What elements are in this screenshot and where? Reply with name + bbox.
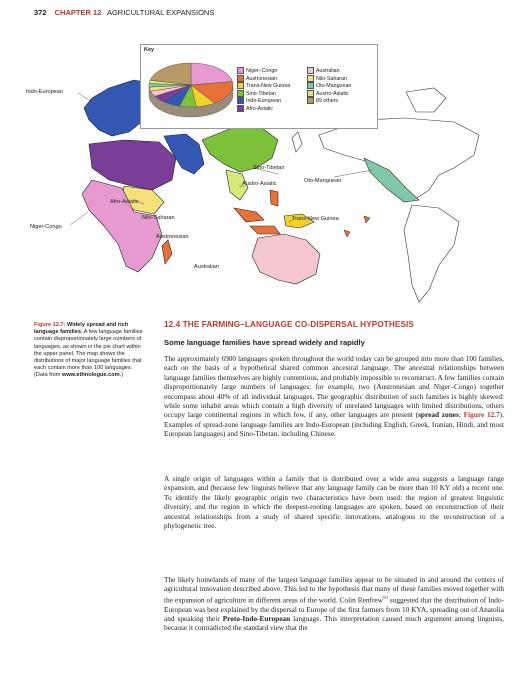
legend-swatch	[307, 67, 314, 74]
caption-title: Widely spread and rich language families.	[34, 322, 129, 336]
legend-item	[307, 82, 351, 89]
south-america-landmass	[404, 205, 459, 302]
section-heading: 12.4 THE FARMING–LANGUAGE CO-DISPERSAL HYPOTHESIS	[164, 320, 414, 329]
legend-swatch	[237, 75, 244, 82]
label-austro-asiatic: Austro-Asiatic	[242, 181, 277, 187]
legend-item	[237, 105, 273, 112]
paragraph-1	[164, 354, 504, 439]
austronesian-madagascar	[162, 240, 172, 264]
japan-landmass	[292, 132, 302, 152]
legend-label: Sino-Tibetan	[246, 90, 276, 97]
label-sino-tibetan: Sino-Tibetan	[253, 165, 285, 171]
caption-body: A few language families contain disproportionately large numbers of languages, as shown in the pie chart within the upper panel. The map shows the distributions of major language families that each contain more than 100 languages. (Data from	[34, 329, 143, 379]
caption-number: Figure 12.7:	[34, 322, 66, 328]
greenland-landmass	[406, 88, 446, 112]
legend-swatch	[307, 97, 314, 104]
p3-text-a: The likely homelands of many of the largest language families appear to be situated in and around the centers of agricultural innovation described above. This led to the hypothesis that many of these families moved together with the expansion of agriculture in different areas of the world. Colin Renfrew	[164, 575, 504, 605]
caption-end: .)	[119, 372, 124, 379]
legend-label: Oto-Manguean	[316, 83, 352, 90]
section-subheading: Some language families have spread widely and rapidly	[164, 338, 365, 347]
legend-swatch	[237, 90, 244, 97]
p3-proto-indo-european: Proto-Indo-European	[222, 614, 291, 624]
running-header	[34, 8, 214, 17]
legend-label: Nilo-Saharan	[316, 75, 347, 82]
legend-item	[237, 75, 277, 82]
label-australian: Australian	[194, 264, 219, 270]
label-trans-new-guinea: Trans-New Guinea	[292, 216, 339, 222]
figure-key	[140, 44, 378, 129]
pie-chart	[143, 51, 239, 131]
legend-label: Austro-Asiatic	[316, 90, 349, 97]
legend-item	[237, 97, 281, 104]
legend-label: Australian	[316, 67, 340, 74]
p1-sep: ;	[458, 410, 464, 420]
page-number: 372	[34, 8, 47, 17]
p3-text-b: suggested that the distribution of Indo-European was best explained by the dispersal to Europe of the first farmers from 10 KYA, spreading out of Anatolia and speaking their	[164, 595, 504, 624]
p1-figure-ref[interactable]: Figure 12.7	[463, 410, 500, 420]
p1-text-b: ). Examples of spread-zone language families are Indo-European (including English, Greek, Iranian, Hindi, and most European languages) and Sino-Tibetan, including Chinese.	[164, 410, 504, 439]
legend-item	[307, 67, 340, 74]
legend-swatch	[307, 82, 314, 89]
legend-label: Austronesian	[246, 75, 277, 82]
p1-spread-zones: spread zones	[418, 410, 459, 420]
chapter-label: CHAPTER 12	[54, 8, 102, 17]
austronesian-islands-2	[250, 226, 280, 234]
legend-label: Trans-New Guinea	[246, 83, 291, 90]
legend-item	[307, 75, 347, 82]
legend-label: Niger–Congo	[246, 67, 278, 74]
legend-item	[237, 82, 290, 89]
legend-label: 89 others	[316, 98, 339, 105]
legend-swatch	[307, 90, 314, 97]
legend-swatch	[237, 97, 244, 104]
australian-region	[252, 234, 320, 284]
austronesian-pacific-2	[364, 216, 370, 223]
legend-item	[237, 67, 277, 74]
legend-swatch	[237, 105, 244, 112]
caption-link[interactable]: www.ethnologue.com	[61, 372, 120, 379]
figure-caption	[34, 322, 144, 380]
legend-swatch	[307, 75, 314, 82]
legend-item	[307, 90, 349, 97]
label-afro-asiatic: Afro-Asiatic	[110, 199, 139, 205]
p3-text-c: language. This interpretation caused much argument among linguists, because it contradicted the standard view that the	[164, 614, 504, 633]
legend-item	[307, 97, 338, 104]
austronesian-islands-3	[270, 190, 278, 206]
label-oto-manguean: Oto-Manguean	[304, 178, 342, 184]
p3-citation[interactable]: 60	[382, 595, 388, 601]
p1-text-a: The approximately 6900 languages spoken throughout the world today can be grouped into more than 100 families, each on the basis of a hypothetical shared common ancestral language. The ancestral relationships between language families themselves are highly contentious, and probably impossible to reconstruct. A few families contain disproportionately large numbers of languages; for example, two (Austronesian and Niger–Congo) together encompass about 40% of all individual languages. The geographic distribution of such families is highly skewed: while some inhabit areas which contain a high diversity of unrelated languages with limited distributions, others occupy large continental regions in which few, if any, other languages are present (	[164, 354, 504, 420]
label-niger-congo: Niger-Congo	[30, 224, 62, 230]
paragraph-3	[164, 575, 504, 633]
legend-label: Afro-Asiatic	[246, 105, 274, 112]
paragraph-2: A single origin of languages within a family that is distributed over a wide area suggests a language range expansion, and (because few linguists believe that any language family can be more than 10 KY old) a recent one. To identify the likely geographic origin two characteristics have been used: the region of greatest linguistic diversity; and the region in which the deepest-rooting languages are spoken, based on reconstruction of their ancestral relationships from a study of shared specific innovations, analogous to the reconstruction of a phylogenetic tree.	[164, 474, 504, 531]
legend-label: Indo-European	[246, 98, 282, 105]
chapter-title: AGRICULTURAL EXPANSIONS	[106, 8, 215, 17]
label-nilo-saharan: Nilo-Saharan	[142, 215, 175, 221]
legend-item	[237, 90, 276, 97]
legend-swatch	[237, 82, 244, 89]
pie-slice	[191, 63, 232, 85]
key-title: Key	[144, 47, 155, 53]
label-indo-european: Indo-European	[26, 89, 64, 95]
pie-top	[149, 63, 233, 107]
legend-swatch	[237, 67, 244, 74]
austronesian-islands-1	[234, 208, 264, 222]
austronesian-pacific-1	[344, 230, 350, 237]
label-austronesian: Austronesian	[156, 234, 189, 240]
